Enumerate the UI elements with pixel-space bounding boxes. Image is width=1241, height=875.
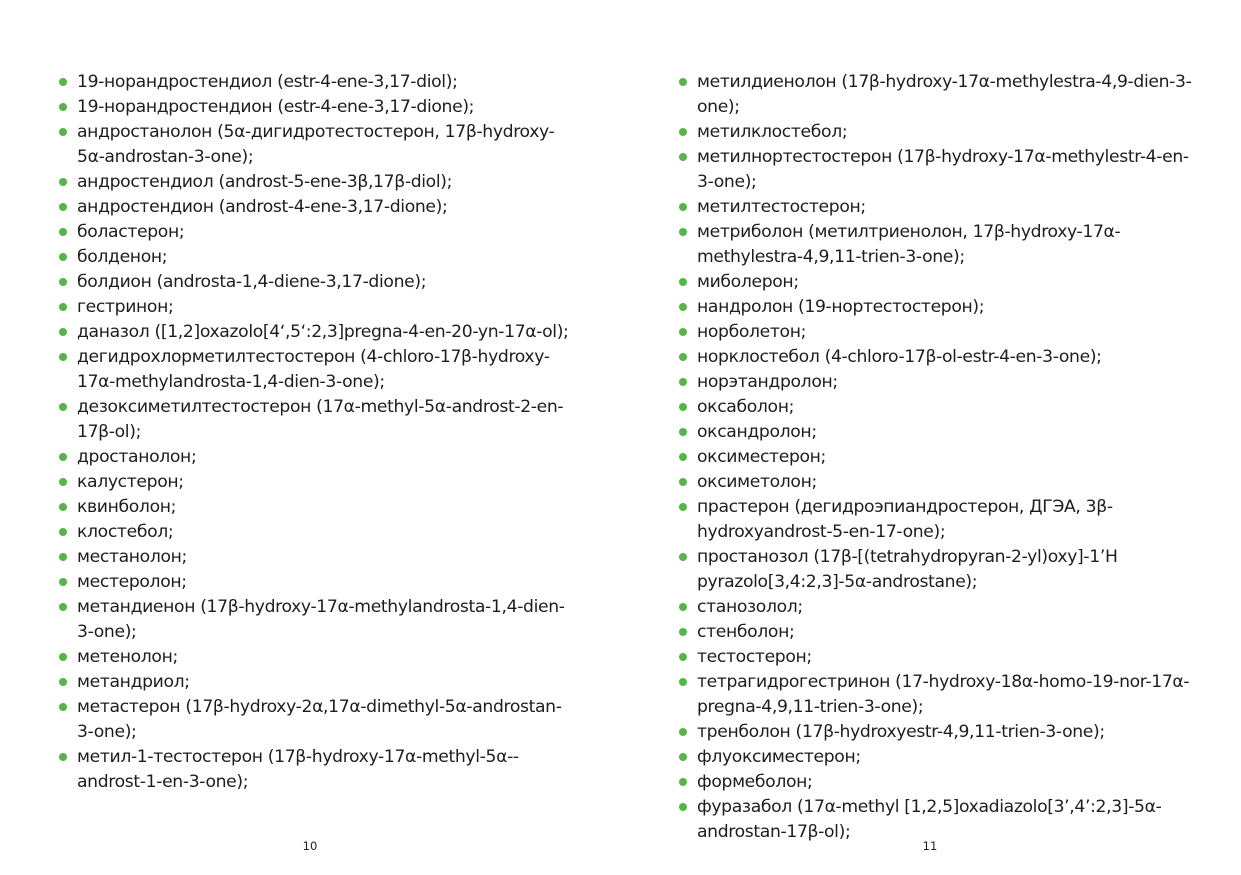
list-item-text: норклостебол (4-chloro-17β-ol-estr-4-en-3-one); [697,347,1102,367]
bullet-icon [679,778,687,786]
bullet-icon [679,628,687,636]
list-item-text: гестринон; [77,297,174,317]
bullet-icon [59,603,67,611]
bullet-icon [59,303,67,311]
bullet-icon [59,678,67,686]
list-item [678,270,1198,295]
bullet-icon [59,353,67,361]
bullet-icon [679,403,687,411]
list-item [58,595,578,645]
list-item [678,370,1198,395]
list-item [58,445,578,470]
list-item-text: дростанолон; [77,447,197,467]
list-item-text: метилклостебол; [697,122,848,142]
bullet-icon [679,553,687,561]
bullet-icon [59,253,67,261]
left-page [58,70,578,795]
list-item [678,70,1198,120]
list-item-text: оксандролон; [697,422,817,442]
list-item-text: метилнортестостерон (17β-hydroxy-17α-methylestr-4-en-3-one); [697,147,1189,192]
bullet-icon [679,353,687,361]
list-item-text: метандиенон (17β-hydroxy-17α-methylandrosta-1,4-dien-3-one); [77,597,565,642]
list-item-text: 19-норандростендион (estr-4-ene-3,17-dione); [77,97,475,117]
list-item-text: метриболон (метилтриенолон, 17β-hydroxy-17α-methylestra-4,9,11-trien-3-one); [697,222,1121,267]
list-item-text: даназол ([1,2]oxazolo[4‘,5‘:2,3]pregna-4-en-20-yn-17α-ol); [77,322,569,342]
list-item [58,495,578,520]
list-item-text: флуоксиместерон; [697,747,861,767]
list-item-text: болденон; [77,247,168,267]
list-item [58,545,578,570]
bullet-icon [59,453,67,461]
bullet-icon [59,578,67,586]
list-item-text: фуразабол (17α-methyl [1,2,5]oxadiazolo[3’,4’:2,3]-5α-androstan-17β-ol); [697,797,1162,842]
list-item [58,570,578,595]
bullet-icon [59,328,67,336]
list-item-text: прастерон (дегидроэпиандростерон, ДГЭА, 3β-hydroxyandrost-5-en-17-one); [697,497,1113,542]
bullet-icon [59,128,67,136]
bullet-icon [679,728,687,736]
list-item-text: стенболон; [697,622,795,642]
list-item [678,145,1198,195]
bullet-icon [679,128,687,136]
bullet-icon [679,228,687,236]
bullet-icon [679,378,687,386]
list-item [678,770,1198,795]
list-item-text: клостебол; [77,522,174,542]
list-item [58,270,578,295]
list-item-text: дезоксиметилтестостерон (17α-methyl-5α-androst-2-en-17β-ol); [77,397,564,442]
list-item [58,195,578,220]
bullet-icon [679,478,687,486]
bullet-icon [679,428,687,436]
bullet-icon [679,453,687,461]
list-item [678,445,1198,470]
bullet-icon [679,803,687,811]
list-item-text: метилдиенолон (17β-hydroxy-17α-methylestra-4,9-dien-3-one); [697,72,1192,117]
list-item-text: болдион (androsta-1,4-diene-3,17-dione); [77,272,427,292]
list-item-text: квинболон; [77,497,177,517]
list-item [678,345,1198,370]
list-item-text: простанозол (17β-[(tetrahydropyran-2-yl)oxy]-1’H pyrazolo[3,4:2,3]-5α-androstane); [697,547,1118,592]
list-item [678,595,1198,620]
list-item [58,520,578,545]
list-item-text: оксаболон; [697,397,795,417]
bullet-icon [59,528,67,536]
list-item [58,670,578,695]
list-item-text: тренболон (17β-hydroxyestr-4,9,11-trien-3-one); [697,722,1105,742]
list-item-text: тестостерон; [697,647,812,667]
bullet-icon [59,78,67,86]
bullet-icon [59,278,67,286]
list-item-text: метенолон; [77,647,178,667]
list-item [58,120,578,170]
bullet-icon [59,703,67,711]
list-item [678,670,1198,720]
bullet-icon [679,653,687,661]
list-item-text: 19-норандростендиол (estr-4-ene-3,17-diol); [77,72,458,92]
list-item-text: боластерон; [77,222,185,242]
list-item-text: андростендион (androst-4-ene-3,17-dione); [77,197,448,217]
bullet-icon [679,153,687,161]
list-item-text: калустерон; [77,472,184,492]
list-item [58,695,578,745]
substance-list-left [58,70,578,795]
list-item [58,345,578,395]
list-item-text: андростендиол (androst-5-ene-3β,17β-diol); [77,172,453,192]
list-item [58,70,578,95]
bullet-icon [679,678,687,686]
list-item-text: метандриол; [77,672,190,692]
list-item [678,220,1198,270]
list-item-text: местанолон; [77,547,187,567]
list-item [58,320,578,345]
list-item-text: метастерон (17β-hydroxy-2α,17α-dimethyl-5α-androstan-3-one); [77,697,562,742]
bullet-icon [59,753,67,761]
bullet-icon [679,303,687,311]
list-item-text: местеролон; [77,572,187,592]
bullet-icon [679,203,687,211]
bullet-icon [59,478,67,486]
list-item [678,495,1198,545]
page-number-left: 10 [302,839,318,853]
list-item [678,470,1198,495]
bullet-icon [679,753,687,761]
page-number-right: 11 [922,839,938,853]
bullet-icon [59,653,67,661]
list-item-text: оксиместерон; [697,447,826,467]
list-item [678,620,1198,645]
bullet-icon [679,503,687,511]
bullet-icon [59,203,67,211]
bullet-icon [59,228,67,236]
list-item [678,395,1198,420]
list-item-text: норболетон; [697,322,807,342]
list-item [58,745,578,795]
bullet-icon [59,403,67,411]
list-item [678,420,1198,445]
bullet-icon [59,553,67,561]
list-item-text: миболерон; [697,272,799,292]
list-item [678,720,1198,745]
bullet-icon [679,278,687,286]
list-item [58,220,578,245]
list-item [678,645,1198,670]
list-item-text: оксиметолон; [697,472,817,492]
list-item [678,545,1198,595]
list-item [58,245,578,270]
list-item [58,470,578,495]
bullet-icon [59,503,67,511]
bullet-icon [59,103,67,111]
right-page [678,70,1198,845]
list-item [58,295,578,320]
list-item [58,645,578,670]
bullet-icon [679,78,687,86]
list-item [58,395,578,445]
list-item-text: метилтестостерон; [697,197,866,217]
list-item-text: станозолол; [697,597,803,617]
bullet-icon [59,178,67,186]
list-item-text: норэтандролон; [697,372,838,392]
list-item-text: тетрагидрогестринон (17-hydroxy-18α-homo-19-nor-17α-pregna-4,9,11-trien-3-one); [697,672,1190,717]
list-item-text: нандролон (19-нортестостерон); [697,297,985,317]
list-item [58,95,578,120]
list-item [678,120,1198,145]
list-item [678,295,1198,320]
list-item [678,320,1198,345]
list-item-text: метил-1-тестостерон (17β-hydroxy-17α-methyl-5α--androst-1-en-3-one); [77,747,519,792]
list-item-text: дегидрохлорметилтестостерон (4-chloro-17β-hydroxy-17α-methylandrosta-1,4-dien-3-one); [77,347,550,392]
list-item [678,195,1198,220]
list-item [58,170,578,195]
list-item-text: андростанолон (5α-дигидротестостерон, 17β-hydroxy-5α-androstan-3-one); [77,122,555,167]
bullet-icon [679,328,687,336]
bullet-icon [679,603,687,611]
list-item [678,745,1198,770]
substance-list-right [678,70,1198,845]
list-item-text: формеболон; [697,772,813,792]
